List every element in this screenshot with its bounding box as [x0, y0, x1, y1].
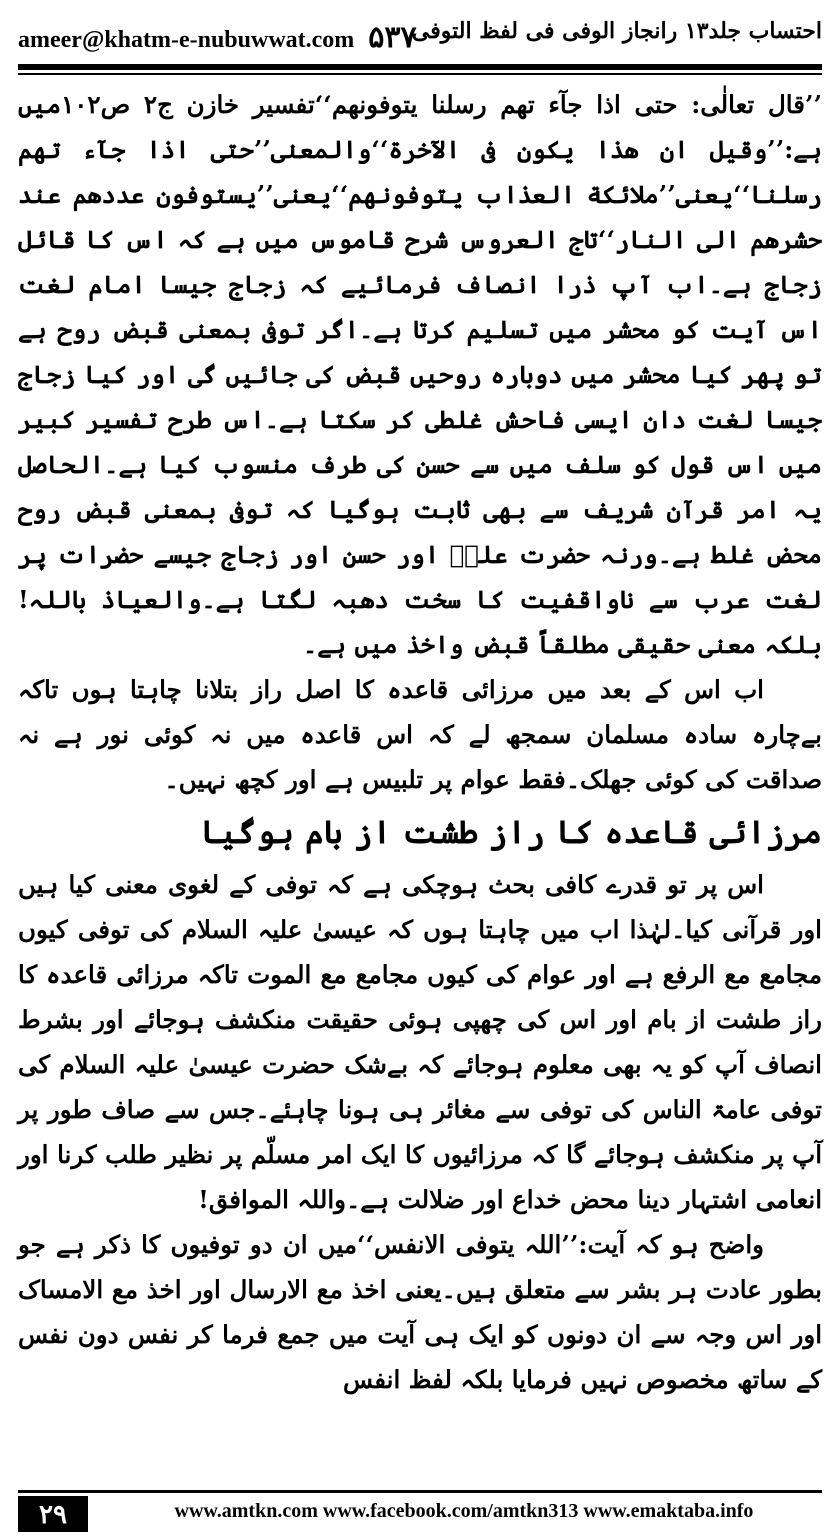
page-footer [18, 1496, 822, 1532]
paragraph-3: اس پر تو قدرے کافی بحث ہوچکی ہے کہ توفی کے لغوی معنی کیا ہیں اور قرآنی کیا۔لہٰذا اب میں چاہتا ہوں کہ عیسیٰ علیہ السلام کی توفی کیوں مجامع مع الرفع ہے اور عوام کی کیوں مجامع مع الموت تاکہ مرزائی قاعدہ کا راز طشت از بام اور اس کی چھپی ہوئی حقیقت منکشف ہوجائے اور بشرط انصاف آپ کو یہ بھی معلوم ہوجائے کہ بےشک حضرت عیسیٰ علیہ السلام کی توفی عامۃ الناس کی توفی سے مغائر ہی ہونا چاہئے۔جس سے صاف طور پر آپ پر منکشف ہوجائے گا کہ مرزائیوں کا ایک امر مسلّم پر نظیر طلب کرنا اور انعامی اشتہار دینا محض خداع اور ضلالت ہے۔واللہ الموافق! [18, 870, 822, 1214]
page-header [18, 12, 822, 62]
header-book-title: احتساب جلد۱۳ رانجاز الوفی فی لفظ التوفی [411, 18, 822, 44]
page-body [18, 82, 822, 1402]
footer-links: www.amtkn.com www.facebook.com/amtkn313 www.emaktaba.info [174, 1500, 754, 1522]
paragraph-4: واضح ہو کہ آیت:’’اللہ یتوفی الانفس‘‘میں ان دو توفیوں کا ذکر ہے جو بطور عادت ہر بشر سے متعلق ہیں۔یعنی اخذ مع الارسال اور اخذ مع الامساک اور اس وجہ سے ان دونوں کو ایک ہی آیت میں جمع فرما کر نفس دون نفس کے ساتھ مخصوص نہیں فرمایا بلکہ لفظ انفس [18, 1230, 822, 1394]
header-email: ameer@khatm-e-nubuwwat.com [18, 27, 355, 53]
header-page-number: ۵۳۷ [368, 21, 417, 54]
header-rule-thick [18, 64, 822, 70]
header-rule-thin [18, 73, 822, 75]
header-left [18, 20, 417, 55]
paragraph-1: ’’قال تعالٰی: حتی اذا جآء تهم رسلنا یتوفونهم‘‘تفسیر خازن ج۲ ص۱۰۲میں ہے:’’وقیل ان هذا یکون فی الآخرة‘‘والمعنٰی’’حتی اذا جآء تهم رسلنا‘‘یعنی’’ملائکة العذاب یتوفونهم‘‘یعنی’’یستوفون عددهم عند حشرهم الی النار‘‘تاج العروس شرح قاموس میں ہے کہ اس کا قائل زجاج ہے۔اب آپ ذرا انصاف فرمائیے کہ زجاج جیسا امام لغت اس آیت کو محشر میں تسلیم کرتا ہے۔اگر توفی بمعنی قبض روح ہے تو پھر کیا محشر میں دوبارہ روحیں قبض کی جائیں گی اور کیا زجاج جیسا لغت دان ایسی فاحش غلطی کر سکتا ہے۔اس طرح تفسیر کبیر میں اس قول کو سلف میں سے حسن کی طرف منسوب کیا ہے۔الحاصل یہ امر قرآن شریف سے بھی ثابت ہوگیا کہ توفی بمعنی قبض روح محض غلط ہے۔ورنہ حضرت علیؓ اور حسن اور زجاج جیسے حضرات پر لغت عرب سے ناواقفیت کا سخت دھبہ لگتا ہے۔والعیاذ باللہ! بلکہ معنی حقیقی مطلقاً قبض واخذ میں ہے۔ [18, 90, 823, 659]
section-heading: مرزائی قاعدہ کا راز طشت از بام ہوگیا [200, 813, 822, 851]
footer-rule [18, 1490, 822, 1493]
footer-folio-number: ۲۹ [18, 1496, 88, 1532]
paragraph-2: اب اس کے بعد میں مرزائی قاعدہ کا اصل راز بتلانا چاہتا ہوں تاکہ بےچارہ سادہ مسلمان سمجھ لے کہ اس قاعدہ میں نہ کوئی نور ہے نہ صداقت کی کوئی جھلک۔فقط عوام پر تلبیس ہے اور کچھ نہیں۔ [18, 675, 822, 794]
